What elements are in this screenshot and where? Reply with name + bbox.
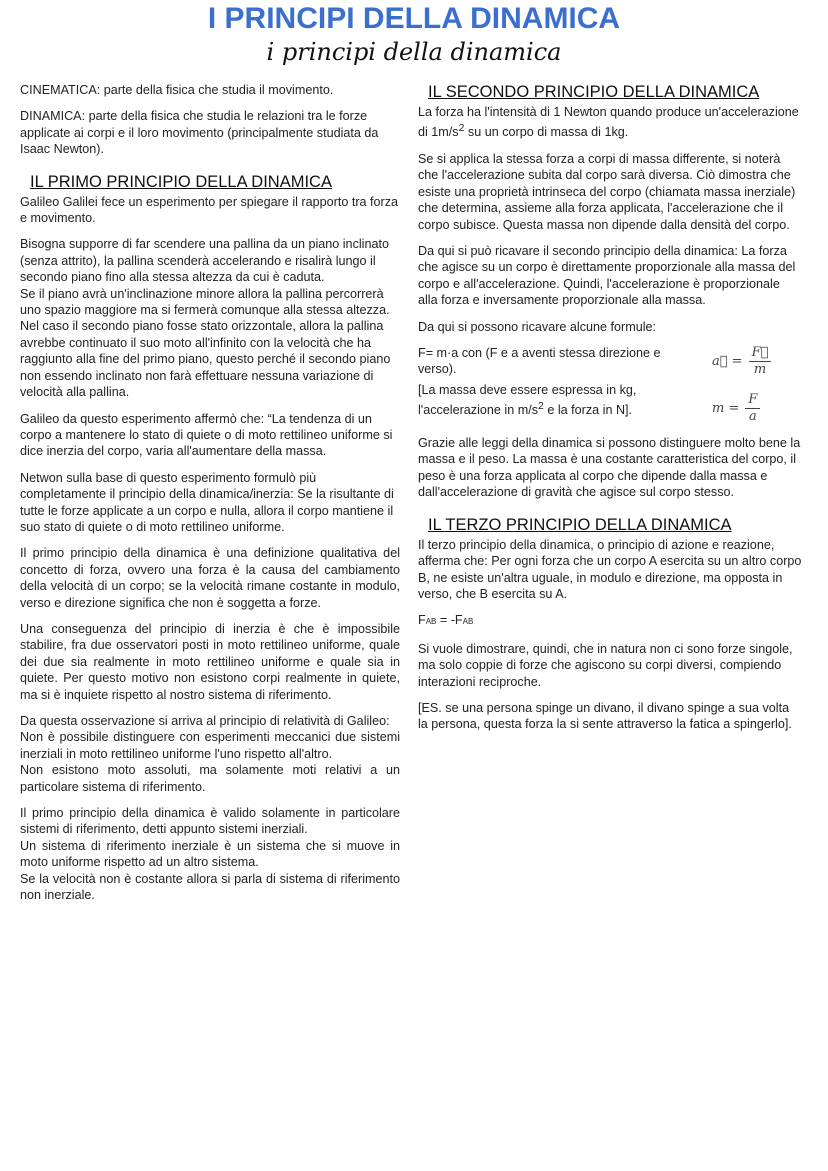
formula-section — [418, 345, 802, 425]
text: e la forza in N]. — [543, 403, 633, 418]
paragraph: Si vuole dimostrare, quindi, che in natura non ci sono forze singole, ma solo coppie di forze che agiscono su corpi diversi, compiendo interazioni reciproche. — [418, 641, 793, 689]
numerator: F⃗ — [749, 345, 772, 362]
heading-second-principle: IL SECONDO PRINCIPIO DELLA DINAMICA — [428, 83, 760, 101]
subscript: AB — [462, 617, 474, 627]
text: Se la velocità non è costante allora si parla di sistema di riferimento non inerziale. — [20, 871, 400, 903]
text: La forza ha l'intensità di 1 Newton quando produce un'accelerazione di 1m/s — [418, 105, 799, 140]
text: = -F — [436, 613, 463, 628]
denominator: m — [753, 362, 767, 378]
title-script-text: i principi della dinamica — [266, 38, 562, 66]
formula-list — [712, 345, 802, 425]
paragraph — [418, 104, 802, 141]
formula-acceleration — [712, 345, 802, 378]
paragraph-inertial — [20, 805, 400, 903]
definition-cinematica: CINEMATICA: parte della fisica che studia il movimento. — [20, 83, 334, 97]
text: Non è possibile distinguere con esperimenti meccanici due sistemi inerziali in moto rettilineo uniforme l'uno rispetto all'altro. — [20, 730, 400, 761]
text: Non esistono moto assoluti, ma solamente moti relativi a un particolare sistema di riferimento. — [20, 763, 400, 794]
text: Un sistema di riferimento inerziale è un sistema che si muove in moto uniforme rispetto ad un altro sistema. — [20, 838, 400, 870]
numerator: F — [745, 392, 760, 409]
paragraph: Grazie alle leggi della dinamica si possono distinguere molto bene la massa e il peso. La massa è una costante caratteristica del corpo, il peso è una forza applicata al corpo che dipende dalla massa e dall'accelerazione di gravità che agisce sul corpo stesso. — [418, 436, 801, 500]
text: Da questa osservazione si arriva al principio di relatività di Galileo: — [20, 714, 390, 728]
superscript: 2 — [458, 122, 465, 135]
text: Il primo principio della dinamica è valido solamente in particolare sistemi di riferimento, detti appunto sistemi inerziali. — [20, 806, 400, 837]
paragraph-relativity — [20, 713, 400, 795]
text: Nel caso il secondo piano fosse stato orizzontale, allora la pallina avrebbe continuato il suo moto all'infinito con la velocità che ha raggiunto alla fine del primo piano, questo perché il secondo piano non essendo inclinato non farà effettuare nessuna variazione di velocità alla pallina. — [20, 319, 391, 400]
paragraph: Galileo da questo esperimento affermò che: “La tendenza di un corpo a mantenere lo stato di quiete o di moto rettilineo uniforme si dice inerzia del corpo, varia all'aumentare della massa. — [20, 411, 393, 459]
paragraph: Da qui si possono ricavare alcune formule: — [418, 319, 657, 334]
right-column — [418, 82, 802, 743]
formula-lhs: m = — [712, 401, 740, 417]
formula-lhs: a⃗ = — [712, 354, 743, 370]
title-block-text: I PRINCIPI DELLA DINAMICA — [207, 2, 621, 35]
formula-mass — [712, 392, 802, 425]
paragraph: Il primo principio della dinamica è una definizione qualitativa del concetto di forza, ovvero una forza è la causa del cambiamento della velocità di un corpo; se la velocità rimane costante in modulo, verso e direzione significa che non è soggetta a forze. — [20, 546, 400, 610]
paragraph: Una conseguenza del principio di inerzia è che è impossibile stabilire, fra due osservatori posti in moto rettilineo uniforme, quale dei due sia realmente in moto rettilineo uniforme e quale sia in quiete. Per questo motivo non esistono corpi realmente in quiete, ma si è inquiete rispetto al nostro sistema di riferimento. — [20, 621, 400, 702]
paragraph: Se si applica la stessa forza a corpi di massa differente, si noterà che l'accelerazione subita dal corpo sarà diversa. Ciò dimostra che esiste una proprietà intrinseca del corpo (chiamata massa inerziale) che determina, assieme alla forza applicata, l'accelerazione che il corpo subisce. Questa massa non dipende dalla densità del corpo. — [418, 152, 796, 232]
text: Se il piano avrà un'inclinazione minore allora la pallina percorrerà uno spazio maggiore ma si fermerà comunque alla stessa altezza. — [20, 286, 390, 318]
definition-dinamica: DINAMICA: parte della fisica che studia le relazioni tra le forze applicate ai corpi e il loro movimento (principalmente studiata da Isaac Newton). — [20, 109, 379, 157]
denominator: a — [748, 409, 757, 425]
example-paragraph: [ES. se una persona spinge un divano, il divano spinge a sua volta la persona, questa forza la si sente attraverso la fatica a spingerlo]. — [418, 700, 792, 732]
left-column — [20, 82, 400, 913]
heading-first-principle: IL PRIMO PRINCIPIO DELLA DINAMICA — [30, 172, 332, 191]
formula-action-reaction — [418, 612, 802, 630]
formula-text-block — [418, 345, 698, 423]
text: F — [418, 613, 426, 628]
subscript: AB — [425, 617, 437, 627]
paragraph: Netwon sulla base di questo esperimento formulò più completamente il principio della dinamica/inerzia: Se la risultante di tutte le forze applicate a un corpo e nulla, allora il corpo mantiene il suo stato di quiete o di moto rettilineo uniforme. — [20, 470, 394, 534]
page-title — [0, 2, 828, 76]
paragraph: Il terzo principio della dinamica, o principio di azione e reazione, afferma che: Per ogni forza che un corpo A esercita su un altro corpo B, ne esiste un'altra uguale, in modulo e direzione, ma opposta in verso, che B esercita su A. — [418, 537, 802, 601]
superscript: 2 — [538, 400, 544, 413]
formula-text: F= m·a con (F e a aventi stessa direzione e verso). — [418, 346, 661, 377]
heading-third-principle: IL TERZO PRINCIPIO DELLA DINAMICA — [428, 515, 732, 534]
paragraph-experiment — [20, 236, 400, 400]
text: su un corpo di massa di 1kg. — [464, 125, 629, 140]
paragraph: Galileo Galilei fece un esperimento per spiegare il rapporto tra forza e movimento. — [20, 194, 399, 226]
text: [La massa deve essere espressa in kg, l'accelerazione in m/s — [418, 382, 637, 418]
paragraph: Da qui si può ricavare il secondo principio della dinamica: La forza che agisce su un corpo è direttamente proporzionale alla massa del corpo e all'accelerazione. Quindi, l'accelerazione è proporzionale alla forza e inversamente proporzionale alla massa. — [418, 244, 796, 308]
text: Bisogna supporre di far scendere una pallina da un piano inclinato (senza attrito), la pallina scenderà accelerando e risalirà lungo il secondo piano fino alla stessa altezza da cui è caduta. — [20, 237, 389, 285]
units-note — [418, 382, 698, 419]
